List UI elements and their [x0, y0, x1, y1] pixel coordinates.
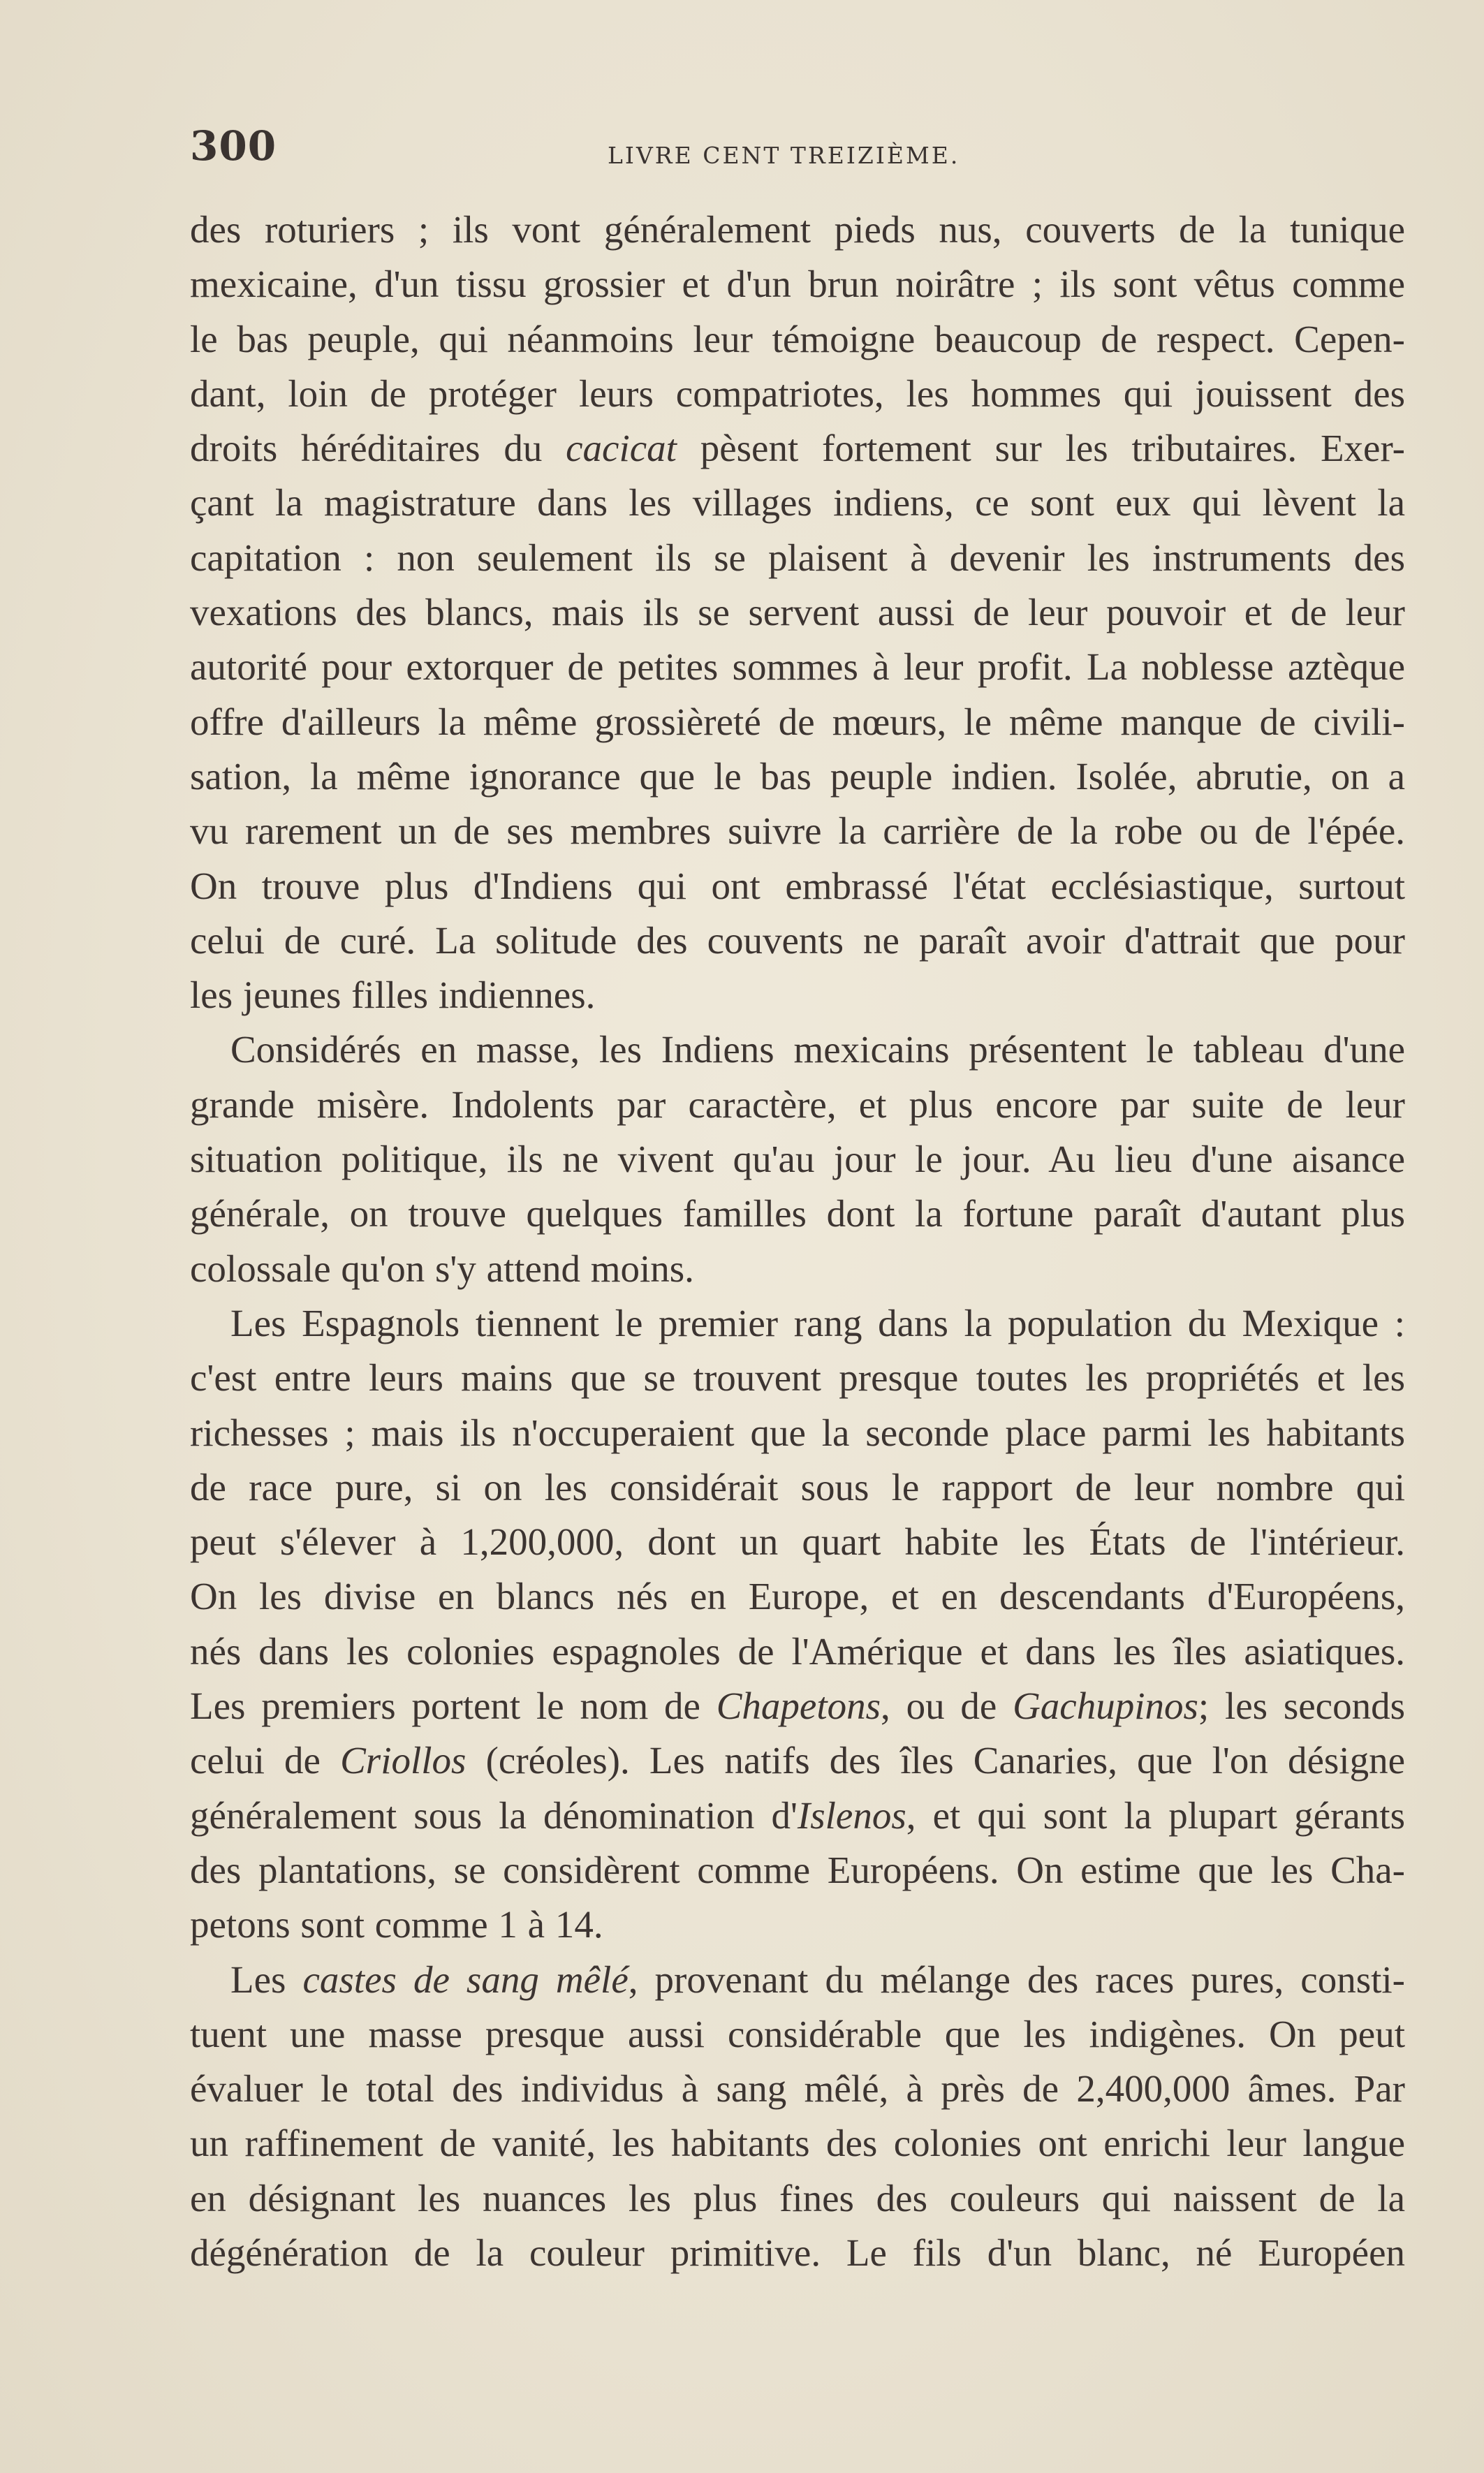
text-line: de race pure, si on les considérait sous le rapport de leur nombre qui [190, 1465, 1405, 1509]
text-line: un raffinement de vanité, les habitants des colonies ont enrichi leur langue [190, 2122, 1405, 2165]
text-line: Les premiers portent le nom de Chapetons, ou de Gachupinos; les seconds [190, 1685, 1405, 1728]
text-line: richesses ; mais ils n'occuperaient que la seconde place parmi les habitants [190, 1411, 1405, 1454]
text-line: celui de curé. La solitude des couvents ne paraît avoir d'attrait que pour [190, 918, 1405, 962]
text-line: dant, loin de protéger leurs compatriotes, les hommes qui jouissent des [190, 372, 1405, 415]
text-line: çant la magistrature dans les villages indiens, ce sont eux qui lèvent la [190, 481, 1405, 524]
paragraph-start-line: Les Espagnols tiennent le premier rang dans la population du Mexique : [230, 1301, 1405, 1344]
text-line: capitation : non seulement ils se plaisent à devenir les instruments des [190, 536, 1405, 579]
paragraph-end-line: les jeunes filles indiennes. [190, 974, 596, 1017]
page-number: 300 [190, 122, 277, 170]
body-text [190, 203, 1405, 2280]
text-line: mexicaine, d'un tissu grossier et d'un brun noirâtre ; ils sont vêtus comme [190, 263, 1405, 306]
text-line: vu rarement un de ses membres suivre la carrière de la robe ou de l'épée. [190, 809, 1405, 853]
text-line: peut s'élever à 1,200,000, dont un quart habite les États de l'intérieur. [190, 1520, 1405, 1564]
text-line: tuent une masse presque aussi considérable que les indigènes. On peut [190, 2012, 1405, 2055]
text-line: sation, la même ignorance que le bas peuple indien. Isolée, abrutie, on a [190, 754, 1405, 798]
text-line: nés dans les colonies espagnoles de l'Amérique et dans les îles asiatiques. [190, 1629, 1405, 1673]
page-header [190, 122, 1405, 178]
paragraph-end-line: petons sont comme 1 à 14. [190, 1903, 603, 1946]
text-line: le bas peuple, qui néanmoins leur témoigne beaucoup de respect. Cepen- [190, 317, 1405, 360]
text-line: On les divise en blancs nés en Europe, et en descendants d'Européens, [190, 1575, 1405, 1618]
text-line: évaluer le total des individus à sang mêlé, à près de 2,400,000 âmes. Par [190, 2067, 1405, 2111]
text-line: grande misère. Indolents par caractère, et plus encore par suite de leur [190, 1083, 1405, 1126]
text-line: On trouve plus d'Indiens qui ont embrassé l'état ecclésiastique, surtout [190, 864, 1405, 907]
text-line: c'est entre leurs mains que se trouvent presque toutes les propriétés et les [190, 1356, 1405, 1400]
text-line: autorité pour extorquer de petites sommes à leur profit. La noblesse aztèque [190, 645, 1405, 689]
text-line: celui de Criollos (créoles). Les natifs des îles Canaries, que l'on désigne [190, 1739, 1405, 1782]
text-line: dégénération de la couleur primitive. Le fils d'un blanc, né Européen [190, 2231, 1405, 2274]
text-line: en désignant les nuances les plus fines des couleurs qui naissent de la [190, 2176, 1405, 2219]
text-line: droits héréditaires du cacicat pèsent fortement sur les tributaires. Exer- [190, 427, 1405, 470]
text-line: offre d'ailleurs la même grossièreté de mœurs, le même manque de civili- [190, 700, 1405, 743]
paragraph-start-line: Considérés en masse, les Indiens mexicains présentent le tableau d'une [230, 1028, 1405, 1071]
text-line: générale, on trouve quelques familles dont la fortune paraît d'autant plus [190, 1192, 1405, 1235]
text-line: des roturiers ; ils vont généralement pieds nus, couverts de la tunique [190, 208, 1405, 251]
text-line: des plantations, se considèrent comme Européens. On estime que les Cha- [190, 1848, 1405, 1891]
running-title: LIVRE CENT TREIZIÈME. [608, 142, 960, 169]
text-line: généralement sous la dénomination d'Islenos, et qui sont la plupart gérants [190, 1793, 1405, 1837]
text-line: vexations des blancs, mais ils se servent aussi de leur pouvoir et de leur [190, 591, 1405, 634]
paragraph-start-line: Les castes de sang mêlé, provenant du mélange des races pures, consti- [230, 1958, 1405, 2001]
text-line: situation politique, ils ne vivent qu'au jour le jour. Au lieu d'une aisance [190, 1138, 1405, 1181]
paragraph-end-line: colossale qu'on s'y attend moins. [190, 1247, 694, 1290]
